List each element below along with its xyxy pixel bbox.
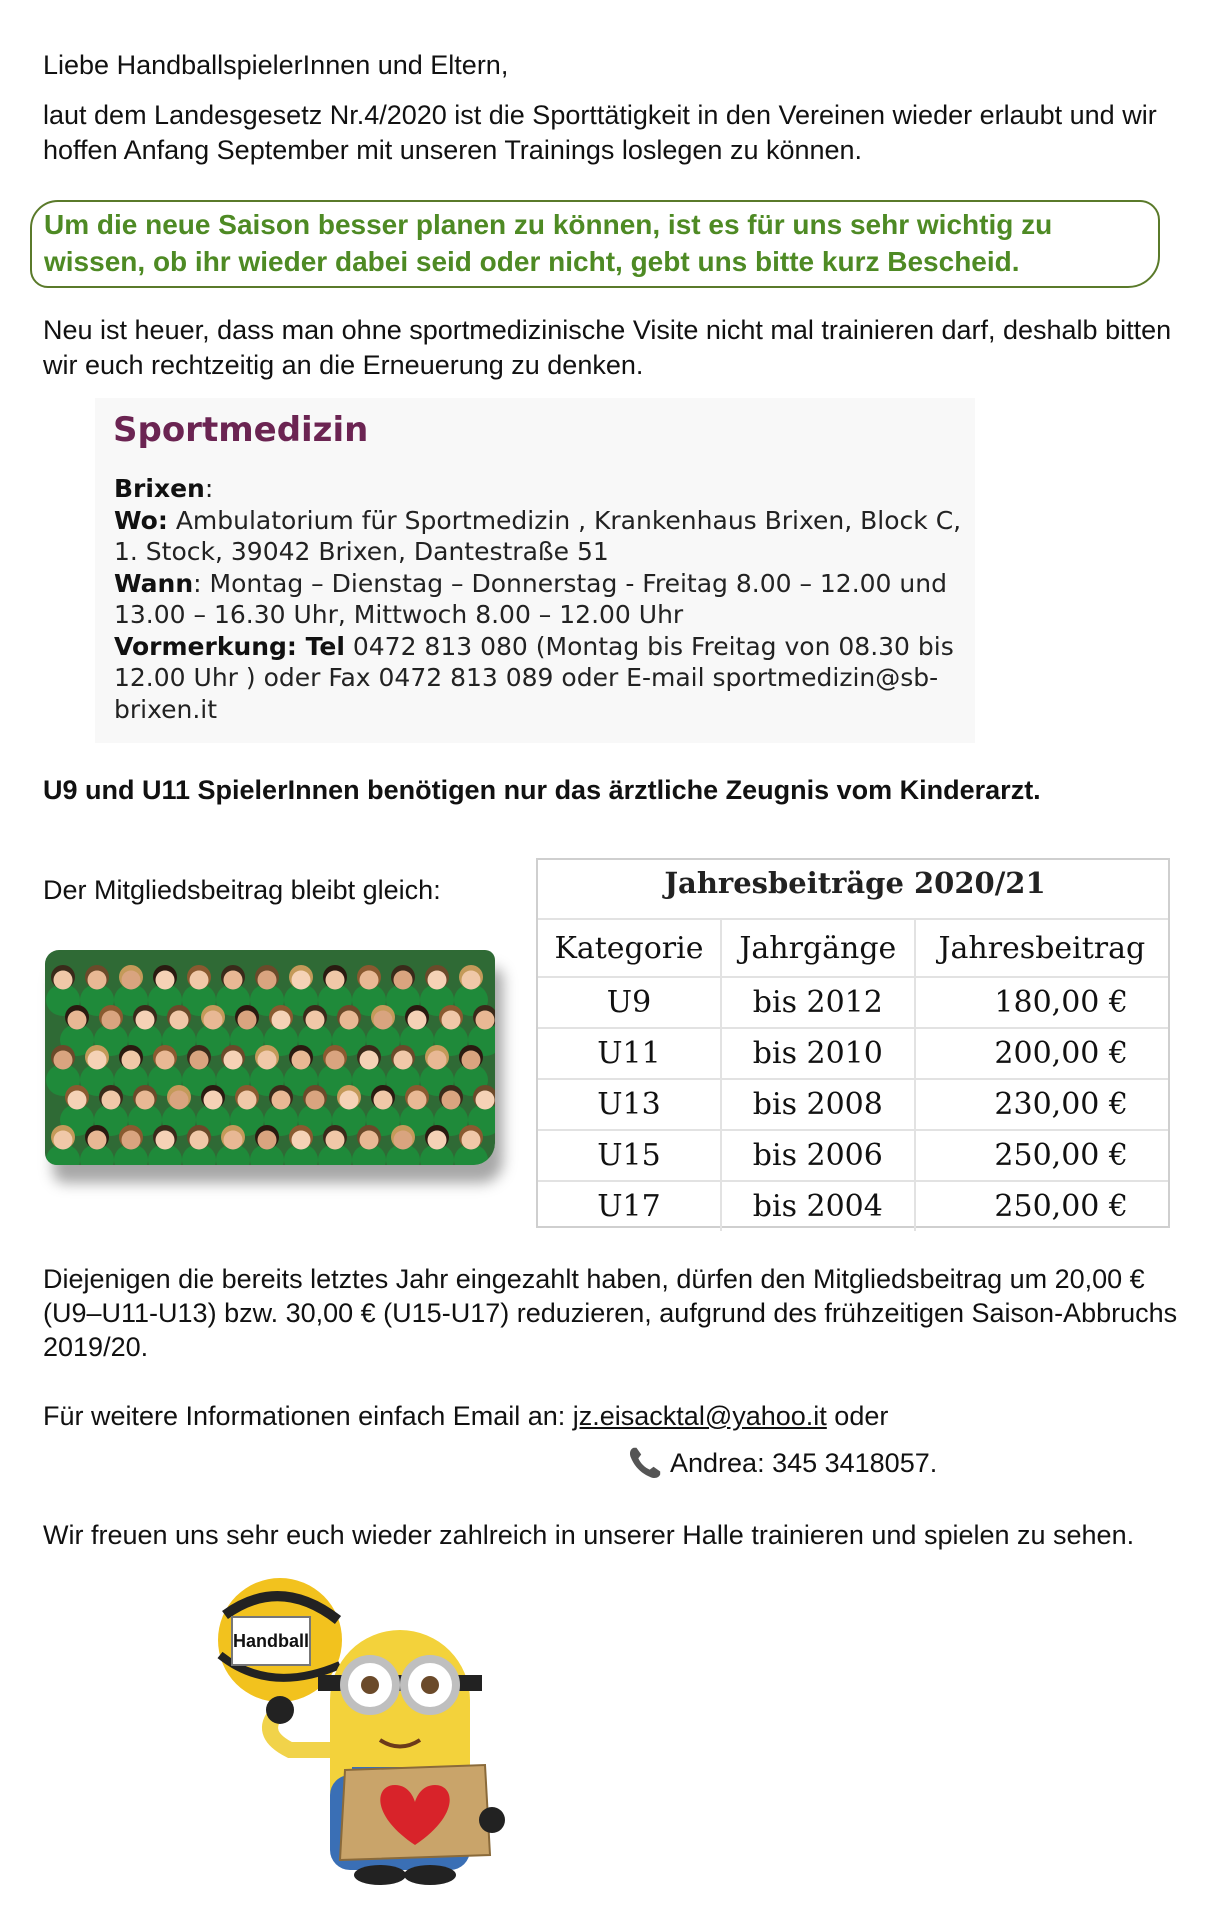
header-jahrgaenge: Jahrgänge — [721, 919, 915, 977]
sportmedizin-title: Sportmedizin — [113, 410, 369, 450]
notice-text: Um die neue Saison besser planen zu können, ist es für uns sehr wichtig zu wissen, ob ihr wieder dabei seid oder nicht, gebt uns bitte kurz Bescheid. — [44, 209, 1053, 277]
fee-table — [536, 858, 1170, 1228]
ball-logo-text: Handball — [232, 1631, 310, 1651]
greeting: Liebe HandballspielerInnen und Eltern, — [43, 50, 509, 80]
fee-label: Der Mitgliedsbeitrag bleibt gleich: — [43, 875, 441, 905]
sportmedizin-details: Brixen: Wo: Ambulatorium für Sportmedizin , Krankenhaus Brixen, Block C, 1. Stock, 39042 Brixen, Dantestraße 51 Wann: Montag – Dienstag – Donnerstag - Freitag 8.00 – 12.00 und 13.00 – 16.30 Uhr, Mittwoch 8.00 – 12.00 Uhr Vormerkung: Tel 0472 813 080 (Montag bis Freitag von 08.30 bis 12.00 Uhr ) oder Fax 0472 813 089 oder E-mail sportmedizin@sb-brixen.it — [114, 474, 962, 724]
fee-table-grid — [538, 918, 1168, 1231]
cell-jahrgang: bis 2006 — [721, 1130, 915, 1181]
table-row — [538, 977, 1168, 1028]
cell-kategorie: U11 — [538, 1028, 721, 1079]
cell-kategorie: U17 — [538, 1181, 721, 1231]
closing-paragraph: Wir freuen uns sehr euch wieder zahlreich in unserer Halle trainieren und spielen zu sehen. — [43, 1520, 1135, 1550]
vormerkung-text: 0472 813 080 (Montag bis Freitag von 08.30 bis 12.00 Uhr ) oder Fax 0472 813 089 oder E-mail sportmedizin@sb-brixen.it — [114, 631, 954, 724]
table-row — [538, 1079, 1168, 1130]
fee-table-header-row — [538, 919, 1168, 977]
contact-paragraph — [43, 1399, 1193, 1434]
fee-table-title: Jahresbeiträge 2020/21 — [664, 866, 1046, 900]
cell-beitrag: 250,00 € — [915, 1181, 1168, 1231]
header-kategorie: Kategorie — [538, 919, 721, 977]
table-row — [538, 1130, 1168, 1181]
cell-jahrgang: bis 2012 — [721, 977, 915, 1028]
cell-kategorie: U9 — [538, 977, 721, 1028]
cell-jahrgang: bis 2008 — [721, 1079, 915, 1130]
email-link[interactable]: jz.eisacktal@yahoo.it — [572, 1401, 827, 1431]
contact-suffix: oder — [826, 1401, 889, 1431]
cell-kategorie: U13 — [538, 1079, 721, 1130]
city-label: Brixen — [114, 474, 205, 503]
team-photo-image — [45, 950, 495, 1165]
minion-mascot-image — [200, 1575, 560, 1915]
wann-label: Wann — [114, 568, 194, 598]
phone-text: Andrea: 345 3418057. — [670, 1447, 938, 1478]
team-photo — [45, 950, 495, 1165]
intro-paragraph: laut dem Landesgesetz Nr.4/2020 ist die Sporttätigkeit in den Vereinen wieder erlaubt und wir hoffen Anfang September mit unseren Trainings loslegen zu können. — [43, 100, 1157, 165]
contact-prefix: Für weitere Informationen einfach Email an: — [43, 1401, 573, 1431]
visite-paragraph: Neu ist heuer, dass man ohne sportmedizinische Visite nicht mal trainieren darf, deshalb bitten wir euch rechtzeitig an die Erneuerung zu denken. — [43, 315, 1172, 380]
table-row — [538, 1028, 1168, 1079]
wo-text: Ambulatorium für Sportmedizin , Krankenhaus Brixen, Block C, 1. Stock, 39042 Brixen, Dantestraße 51 — [114, 505, 962, 566]
vormerkung-label: Vormerkung: Tel — [114, 631, 345, 661]
reduction-paragraph: Diejenigen die bereits letztes Jahr eingezahlt haben, dürfen den Mitgliedsbeitrag um 20,00 € (U9–U11-U13) bzw. 30,00 € (U15-U17) reduzieren, aufgrund des frühzeitigen Saison-Abbruchs 2019/20. — [43, 1264, 1178, 1362]
cell-jahrgang: bis 2010 — [721, 1028, 915, 1079]
cell-beitrag: 180,00 € — [915, 977, 1168, 1028]
cell-jahrgang: bis 2004 — [721, 1181, 915, 1231]
cell-kategorie: U15 — [538, 1130, 721, 1181]
phone-contact — [626, 1444, 937, 1482]
phone-icon — [626, 1444, 664, 1482]
cell-beitrag: 230,00 € — [915, 1079, 1168, 1130]
u9-u11-note: U9 und U11 SpielerInnen benötigen nur das ärztliche Zeugnis vom Kinderarzt. — [43, 775, 1041, 805]
header-jahresbeitrag: Jahresbeitrag — [915, 919, 1168, 977]
wo-label: Wo: — [114, 505, 168, 535]
cell-beitrag: 200,00 € — [915, 1028, 1168, 1079]
table-row — [538, 1181, 1168, 1231]
cell-beitrag: 250,00 € — [915, 1130, 1168, 1181]
wann-text: Montag – Dienstag – Donnerstag - Freitag 8.00 – 12.00 und 13.00 – 16.30 Uhr, Mittwoch 8.00 – 12.00 Uhr — [114, 568, 947, 629]
